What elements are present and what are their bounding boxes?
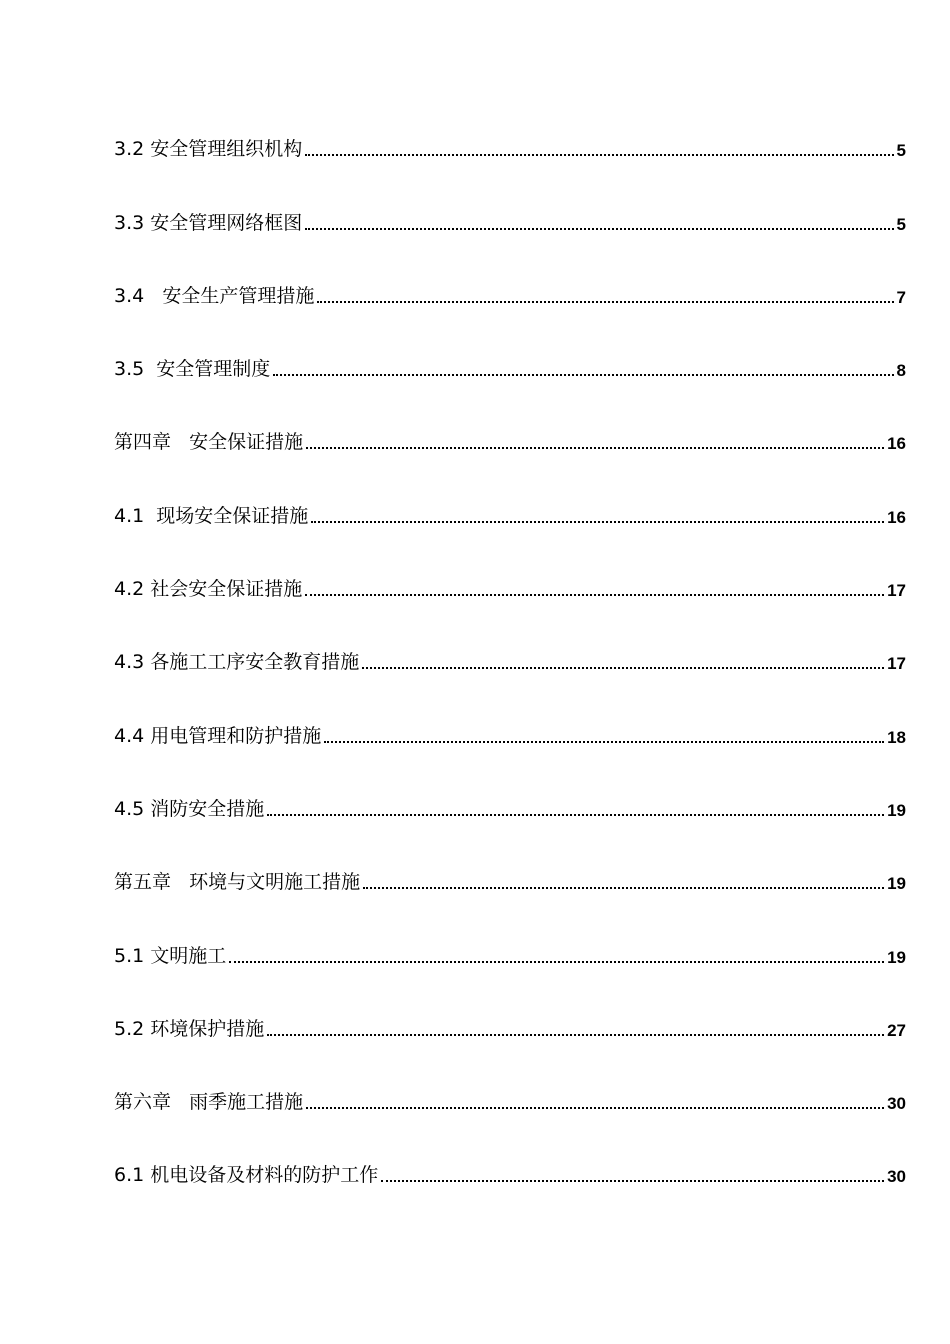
toc-entry-page: 27 [887, 1020, 906, 1040]
toc-entry[interactable] [114, 643, 906, 716]
toc-leader-dots [305, 228, 893, 230]
toc-entry-page: 8 [896, 361, 906, 381]
toc-entry-page: 30 [887, 1094, 906, 1114]
toc-entry[interactable] [114, 1156, 906, 1229]
toc-leader-dots [306, 1107, 884, 1109]
toc-entry[interactable] [114, 277, 906, 350]
toc-entry-page: 16 [887, 434, 906, 454]
toc-entry-page: 5 [896, 214, 906, 234]
toc-entry-page: 19 [887, 800, 906, 820]
toc-entry[interactable] [114, 570, 906, 643]
toc-entry-title: 3.5 安全管理制度 [114, 358, 271, 381]
toc-leader-dots [324, 741, 884, 743]
toc-entry[interactable] [114, 1083, 906, 1156]
toc-entry[interactable] [114, 1010, 906, 1083]
toc-entry-title: 5.2 环境保护措施 [114, 1017, 265, 1040]
toc-leader-dots [305, 154, 893, 156]
toc-entry-title: 4.2 社会安全保证措施 [114, 578, 303, 601]
toc-entry-page: 17 [887, 654, 906, 674]
toc-entry[interactable] [114, 130, 906, 203]
toc-entry-title: 第六章 雨季施工措施 [114, 1091, 304, 1114]
toc-entry-page: 18 [887, 727, 906, 747]
toc-entry-title: 3.4 安全生产管理措施 [114, 284, 315, 307]
toc-entry[interactable] [114, 936, 906, 1009]
toc-entry[interactable] [114, 203, 906, 276]
toc-entry[interactable] [114, 716, 906, 789]
toc-leader-dots [311, 521, 884, 523]
toc-entry-title: 4.3 各施工工序安全教育措施 [114, 651, 360, 674]
toc-leader-dots [267, 1034, 884, 1036]
toc-entry-title: 3.2 安全管理组织机构 [114, 138, 303, 161]
toc-entry-title: 5.1 文明施工 [114, 944, 227, 967]
toc-leader-dots [381, 1180, 884, 1182]
toc-entry[interactable] [114, 350, 906, 423]
toc-entry-title: 3.3 安全管理网络框图 [114, 211, 303, 234]
toc-leader-dots [306, 447, 884, 449]
toc-entry-title: 6.1 机电设备及材料的防护工作 [114, 1164, 379, 1187]
toc-entry-title: 4.4 用电管理和防护措施 [114, 724, 322, 747]
toc-leader-dots [363, 887, 884, 889]
toc-entry-title: 第五章 环境与文明施工措施 [114, 871, 361, 894]
toc-entry[interactable] [114, 863, 906, 936]
toc-entry-title: 4.5 消防安全措施 [114, 797, 265, 820]
toc-entry[interactable] [114, 496, 906, 569]
toc-entry-title: 第四章 安全保证措施 [114, 431, 304, 454]
toc-entry-page: 17 [887, 581, 906, 601]
toc-entry-title: 4.1 现场安全保证措施 [114, 504, 309, 527]
toc-entry-page: 5 [896, 141, 906, 161]
toc-leader-dots [305, 594, 884, 596]
toc-entry-page: 19 [887, 947, 906, 967]
toc-leader-dots [273, 374, 893, 376]
toc-leader-dots [267, 814, 884, 816]
table-of-contents [114, 130, 906, 1229]
toc-leader-dots [317, 301, 893, 303]
toc-entry-page: 19 [887, 874, 906, 894]
toc-entry[interactable] [114, 790, 906, 863]
toc-entry-page: 30 [887, 1167, 906, 1187]
toc-leader-dots [362, 667, 884, 669]
toc-leader-dots [229, 961, 884, 963]
toc-entry-page: 7 [896, 287, 906, 307]
toc-entry[interactable] [114, 423, 906, 496]
toc-entry-page: 16 [887, 507, 906, 527]
